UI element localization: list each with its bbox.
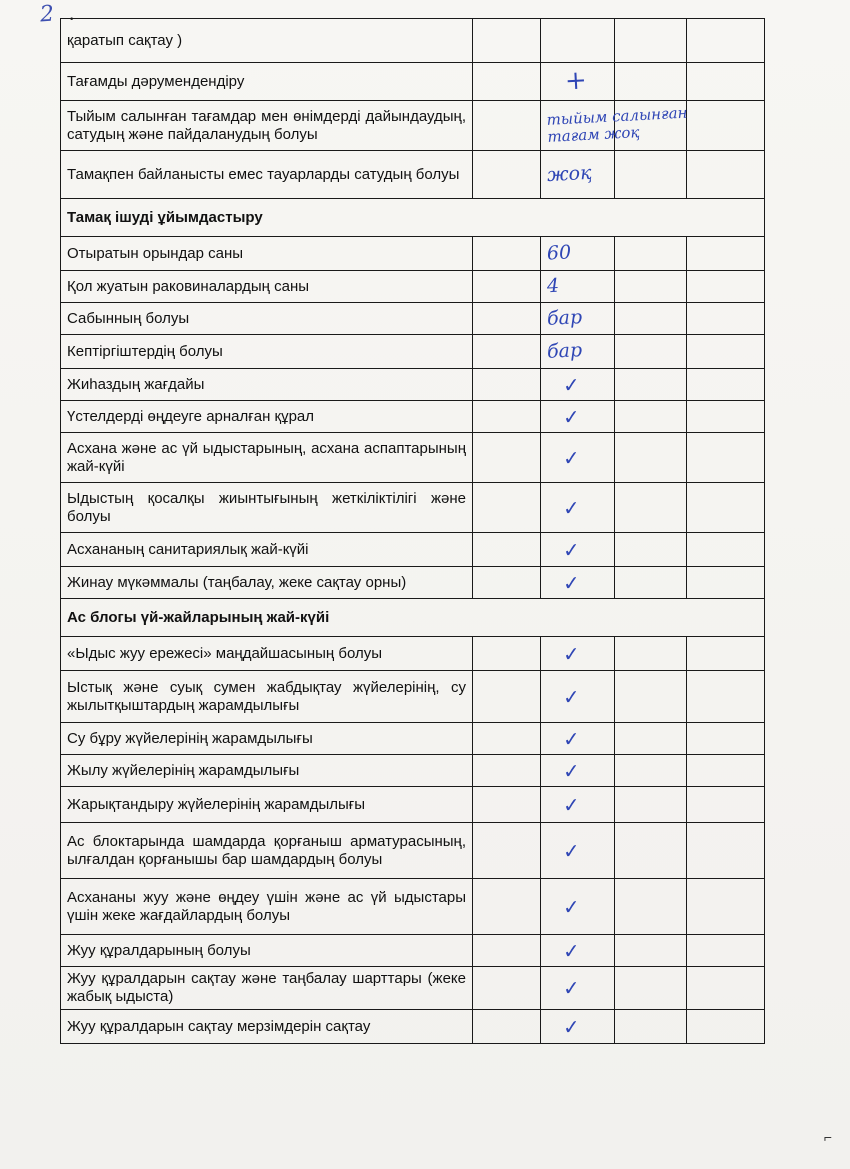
empty-cell — [473, 63, 541, 101]
handwritten-mark-cell — [541, 823, 615, 879]
table-row — [61, 533, 765, 567]
empty-cell — [687, 671, 765, 723]
handwritten-mark-cell — [541, 483, 615, 533]
empty-cell — [615, 637, 687, 671]
empty-cell — [473, 151, 541, 199]
empty-cell — [615, 19, 687, 63]
empty-cell — [473, 755, 541, 787]
empty-cell — [615, 671, 687, 723]
empty-cell — [615, 787, 687, 823]
empty-cell — [687, 335, 765, 369]
table-row — [61, 671, 765, 723]
empty-cell — [687, 101, 765, 151]
empty-cell — [473, 101, 541, 151]
empty-cell — [615, 369, 687, 401]
criterion-label: Кептіргіштердің болуы — [61, 335, 473, 369]
empty-cell — [473, 237, 541, 271]
handwritten-entry: + — [564, 65, 588, 97]
empty-cell — [687, 401, 765, 433]
checkmark-icon: ✓ — [562, 1014, 581, 1040]
section-header-row — [61, 199, 765, 237]
criterion-label: Сабынның болуы — [61, 303, 473, 335]
table-row — [61, 151, 765, 199]
empty-cell — [687, 237, 765, 271]
handwritten-mark-cell — [541, 271, 615, 303]
empty-cell — [473, 271, 541, 303]
checkmark-icon: ✓ — [562, 684, 581, 710]
criterion-label: Асхана және ас үй ыдыстарының, асхана аспаптарының жай-күйі — [61, 433, 473, 483]
criterion-label: Асхананы жуу және өңдеу үшін және ас үй ыдыстары үшін жеке жағдайлардың болуы — [61, 879, 473, 935]
inspection-checklist-table — [60, 18, 765, 1044]
handwritten-entry: тыйым салынған тағам жоқ — [546, 104, 688, 146]
empty-cell — [687, 567, 765, 599]
table-row — [61, 967, 765, 1010]
handwritten-mark-cell — [541, 637, 615, 671]
empty-cell — [615, 63, 687, 101]
empty-cell — [687, 483, 765, 533]
empty-cell — [541, 19, 615, 63]
empty-cell — [473, 533, 541, 567]
empty-cell — [615, 567, 687, 599]
criterion-label: Ыдыстың қосалқы жиынтығының жеткіліктілігі және болуы — [61, 483, 473, 533]
handwritten-entry: жоқ — [546, 162, 593, 187]
table-row — [61, 1010, 765, 1044]
table-row — [61, 723, 765, 755]
table-row — [61, 19, 765, 63]
empty-cell — [687, 935, 765, 967]
criterion-label: Ас блоктарында шамдарда қорғаныш арматурасының, ылғалдан қорғанышы бар шамдардың болуы — [61, 823, 473, 879]
criterion-label: Жарықтандыру жүйелерінің жарамдылығы — [61, 787, 473, 823]
handwritten-entry: бар — [546, 306, 583, 331]
section-title: Тамақ ішуді ұйымдастыру — [61, 199, 765, 237]
empty-cell — [615, 967, 687, 1010]
handwritten-mark-cell — [541, 101, 688, 151]
table-row — [61, 303, 765, 335]
empty-cell — [615, 271, 687, 303]
handwritten-mark-cell — [541, 967, 615, 1010]
handwritten-mark-cell — [541, 755, 615, 787]
criterion-label: Жиһаздың жағдайы — [61, 369, 473, 401]
empty-cell — [615, 483, 687, 533]
empty-cell — [687, 637, 765, 671]
empty-cell — [473, 1010, 541, 1044]
empty-cell — [687, 63, 765, 101]
empty-cell — [615, 101, 687, 151]
empty-cell — [687, 369, 765, 401]
handwritten-mark-cell — [541, 533, 615, 567]
criterion-label: Асхананың санитариялық жай-күйі — [61, 533, 473, 567]
checkmark-icon: ✓ — [562, 495, 581, 521]
empty-cell — [615, 433, 687, 483]
empty-cell — [473, 335, 541, 369]
empty-cell — [473, 19, 541, 63]
handwritten-mark-cell — [541, 1010, 615, 1044]
empty-cell — [473, 935, 541, 967]
handwritten-mark-cell — [541, 935, 615, 967]
checkmark-icon: ✓ — [562, 975, 581, 1001]
empty-cell — [615, 237, 687, 271]
empty-cell — [615, 533, 687, 567]
table-row — [61, 63, 765, 101]
checkmark-icon: ✓ — [562, 894, 581, 920]
handwritten-mark-cell — [541, 335, 615, 369]
empty-cell — [615, 151, 687, 199]
table-row — [61, 879, 765, 935]
checkmark-icon: ✓ — [562, 758, 581, 784]
handwritten-page-number: 2 — [39, 1, 55, 28]
empty-cell — [687, 967, 765, 1010]
empty-cell — [473, 483, 541, 533]
table-row — [61, 637, 765, 671]
criterion-label: Үстелдерді өңдеуге арналған құрал — [61, 401, 473, 433]
handwritten-entry: 4 — [546, 274, 560, 298]
criterion-label: Су бұру жүйелерінің жарамдылығы — [61, 723, 473, 755]
table-row — [61, 755, 765, 787]
empty-cell — [615, 1010, 687, 1044]
criterion-label: қаратып сақтау ) — [61, 19, 473, 63]
empty-cell — [473, 637, 541, 671]
criterion-label: Отыратын орындар саны — [61, 237, 473, 271]
handwritten-mark-cell — [541, 63, 615, 101]
empty-cell — [615, 335, 687, 369]
handwritten-mark-cell — [541, 879, 615, 935]
table-row — [61, 369, 765, 401]
empty-cell — [473, 967, 541, 1010]
handwritten-mark-cell — [541, 151, 615, 199]
checkmark-icon: ✓ — [562, 372, 581, 398]
handwritten-entry: 60 — [546, 241, 572, 265]
handwritten-entry: бар — [546, 339, 583, 364]
empty-cell — [473, 671, 541, 723]
empty-cell — [687, 19, 765, 63]
table-row — [61, 335, 765, 369]
empty-cell — [687, 533, 765, 567]
empty-cell — [687, 1010, 765, 1044]
checkmark-icon: ✓ — [562, 726, 581, 752]
empty-cell — [615, 755, 687, 787]
table-row — [61, 401, 765, 433]
checkmark-icon: ✓ — [562, 445, 581, 471]
checkmark-icon: ✓ — [562, 838, 581, 864]
table-row — [61, 433, 765, 483]
table-row — [61, 101, 765, 151]
handwritten-mark-cell — [541, 303, 615, 335]
empty-cell — [473, 433, 541, 483]
handwritten-mark-cell — [541, 787, 615, 823]
table-row — [61, 271, 765, 303]
section-header-row — [61, 599, 765, 637]
empty-cell — [473, 369, 541, 401]
empty-cell — [687, 755, 765, 787]
empty-cell — [615, 401, 687, 433]
empty-cell — [615, 303, 687, 335]
table-row — [61, 237, 765, 271]
criterion-label: Тағамды дәрумендендіру — [61, 63, 473, 101]
criterion-label: Тамақпен байланысты емес тауарларды сатудың болуы — [61, 151, 473, 199]
handwritten-mark-cell — [541, 723, 615, 755]
empty-cell — [473, 823, 541, 879]
criterion-label: «Ыдыс жуу ережесі» маңдайшасының болуы — [61, 637, 473, 671]
empty-cell — [473, 723, 541, 755]
handwritten-mark-cell — [541, 369, 615, 401]
empty-cell — [687, 433, 765, 483]
empty-cell — [687, 723, 765, 755]
table-row — [61, 787, 765, 823]
table-row — [61, 935, 765, 967]
criterion-label: Жуу құралдарын сақтау мерзімдерін сақтау — [61, 1010, 473, 1044]
empty-cell — [473, 567, 541, 599]
empty-cell — [687, 823, 765, 879]
criterion-label: Тыйым салынған тағамдар мен өнімдерді дайындаудың, сатудың және пайдаланудың болуы — [61, 101, 473, 151]
table-row — [61, 483, 765, 533]
ink-dot: · — [68, 6, 76, 31]
checkmark-icon: ✓ — [562, 570, 581, 596]
criterion-label: Жылу жүйелерінің жарамдылығы — [61, 755, 473, 787]
table-row — [61, 567, 765, 599]
handwritten-mark-cell — [541, 671, 615, 723]
section-title: Ас блогы үй-жайларының жай-күйі — [61, 599, 765, 637]
checkmark-icon: ✓ — [562, 404, 581, 430]
empty-cell — [473, 303, 541, 335]
criterion-label: Жуу құралдарын сақтау және таңбалау шарттары (жеке жабық ыдыста) — [61, 967, 473, 1010]
empty-cell — [615, 723, 687, 755]
handwritten-mark-cell — [541, 401, 615, 433]
criterion-label: Қол жуатын раковиналардың саны — [61, 271, 473, 303]
handwritten-mark-cell — [541, 433, 615, 483]
empty-cell — [687, 303, 765, 335]
criterion-label: Жуу құралдарының болуы — [61, 935, 473, 967]
empty-cell — [615, 879, 687, 935]
checkmark-icon: ✓ — [562, 641, 581, 667]
empty-cell — [687, 151, 765, 199]
checkmark-icon: ✓ — [562, 537, 581, 563]
table-row — [61, 823, 765, 879]
scan-corner-mark: ⌐ — [823, 1129, 832, 1145]
empty-cell — [615, 935, 687, 967]
empty-cell — [473, 401, 541, 433]
handwritten-mark-cell — [541, 237, 615, 271]
empty-cell — [615, 823, 687, 879]
criterion-label: Ыстық және суық сумен жабдықтау жүйелерінің, су жылытқыштардың жарамдылығы — [61, 671, 473, 723]
empty-cell — [687, 879, 765, 935]
empty-cell — [473, 879, 541, 935]
empty-cell — [687, 787, 765, 823]
handwritten-mark-cell — [541, 567, 615, 599]
criterion-label: Жинау мүкәммалы (таңбалау, жеке сақтау орны) — [61, 567, 473, 599]
checkmark-icon: ✓ — [562, 938, 581, 964]
empty-cell — [687, 271, 765, 303]
empty-cell — [473, 787, 541, 823]
checkmark-icon: ✓ — [562, 792, 581, 818]
